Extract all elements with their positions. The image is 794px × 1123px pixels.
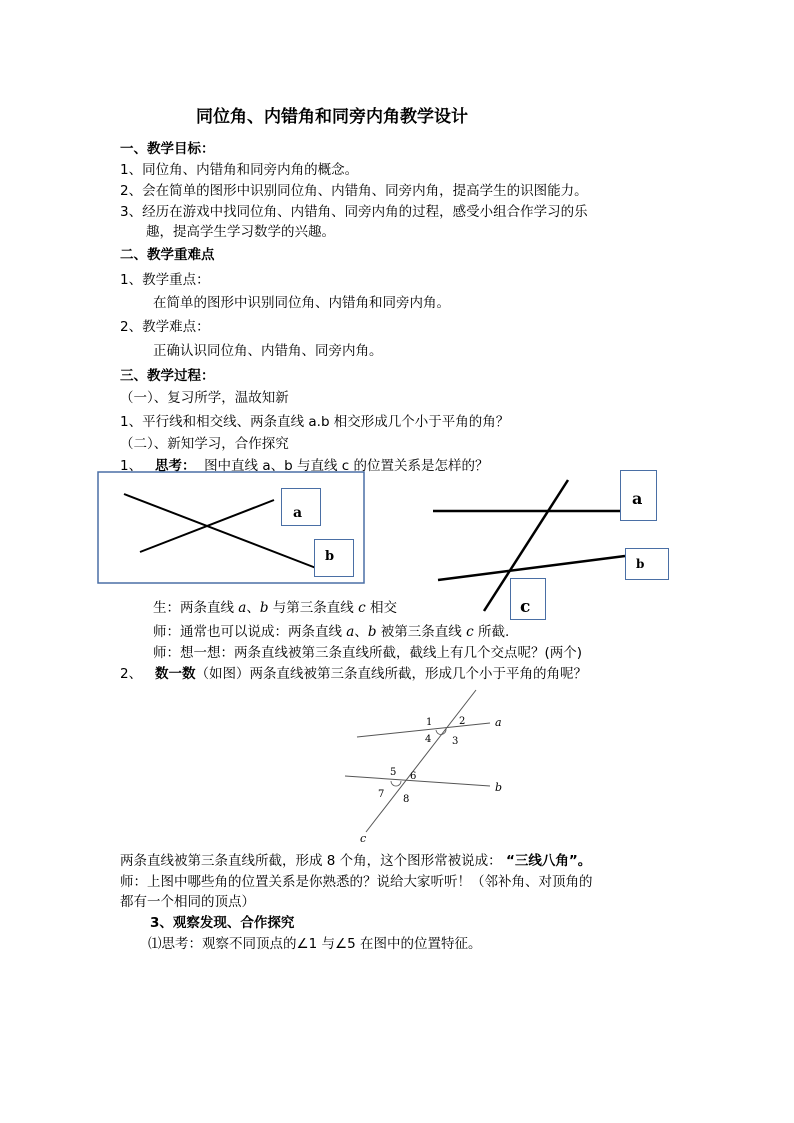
teacher-question-1: 师：上图中哪些角的位置关系是你熟悉的？说给大家听听！（邻补角、对顶角的 bbox=[120, 874, 593, 890]
figure3-line-b bbox=[345, 776, 490, 786]
figure3-angle-5: 5 bbox=[390, 767, 397, 778]
teacher-remark-1-mid: 被第三条直线 bbox=[376, 624, 467, 640]
count-text: （如图）两条直线被第三条直线所截，形成几个小于平角的角呢？ bbox=[195, 666, 587, 682]
figure2-box-c bbox=[510, 578, 546, 620]
figure2-label-a: a bbox=[632, 489, 643, 508]
teacher-remark-1-c: c bbox=[466, 624, 474, 640]
figure2-label-b: b bbox=[636, 557, 645, 571]
student-answer-post: 相交 bbox=[365, 600, 397, 616]
teacher-remark-1-a: a bbox=[346, 624, 355, 640]
figure2-line-b bbox=[438, 556, 625, 580]
figure1-box-b bbox=[314, 539, 354, 577]
key-point-text: 在简单的图形中识别同位角、内错角和同旁内角。 bbox=[153, 295, 450, 311]
section-heading-key-points: 二、教学重难点 bbox=[120, 247, 215, 263]
figure2-label-c: c bbox=[520, 597, 531, 617]
part-2-heading: （二）、新知学习，合作探究 bbox=[120, 436, 289, 452]
figure3-angle-3: 3 bbox=[452, 736, 459, 747]
figure2-box-a bbox=[620, 470, 657, 521]
figure3-angle-6: 6 bbox=[410, 771, 417, 782]
summary-quote: “三线八角”。 bbox=[505, 853, 592, 869]
teacher-remark-1-post: 所截. bbox=[473, 624, 510, 640]
part-1-heading: （一）、复习所学，温故知新 bbox=[120, 390, 289, 406]
figure3-angle-2: 2 bbox=[459, 716, 466, 727]
student-answer-c: c bbox=[358, 600, 366, 616]
count-line bbox=[120, 665, 587, 683]
part-3-heading: 3、观察发现、合作探究 bbox=[150, 915, 295, 931]
figure3-label-b: b bbox=[495, 781, 503, 794]
figure3-line-c bbox=[366, 690, 476, 832]
think-text: 图中直线 a、b 与直线 c 的位置关系是怎样的？ bbox=[204, 458, 489, 474]
teacher-question-2: 都有一个相同的顶点） bbox=[120, 894, 255, 910]
count-number: 2、 bbox=[120, 666, 143, 682]
figure1-box-a bbox=[281, 488, 321, 526]
think-label: 思考： bbox=[154, 458, 196, 474]
summary-line bbox=[120, 852, 591, 870]
figure3-angle-1: 1 bbox=[426, 717, 433, 728]
student-answer-a: a bbox=[238, 600, 247, 616]
section-heading-process: 三、教学过程： bbox=[120, 368, 215, 384]
figure1-label-a: a bbox=[293, 505, 303, 521]
page-title: 同位角、内错角和同旁内角教学设计 bbox=[196, 107, 468, 127]
teacher-remark-2: 师：想一想：两条直线被第三条直线所截，截线上有几个交点呢？(两个) bbox=[153, 645, 583, 661]
figure2-box-b bbox=[625, 548, 669, 580]
teacher-remark-1-sep: 、 bbox=[354, 624, 368, 640]
student-answer-mid: 与第三条直线 bbox=[268, 600, 359, 616]
figure3-angle-7: 7 bbox=[378, 789, 385, 800]
objective-2: 2、会在简单的图形中识别同位角、内错角、同旁内角，提高学生的识图能力。 bbox=[120, 183, 588, 199]
teacher-remark-1-b: b bbox=[367, 624, 377, 640]
objective-1: 1、同位角、内错角和同旁内角的概念。 bbox=[120, 162, 359, 178]
figure3-label-c: c bbox=[360, 832, 367, 845]
observation-prompt: ⑴思考：观察不同顶点的∠1 与∠5 在图中的位置特征。 bbox=[148, 936, 482, 952]
figure3-angle-8: 8 bbox=[403, 794, 410, 805]
review-question: 1、平行线和相交线、两条直线 a.b 相交形成几个小于平角的角？ bbox=[120, 414, 510, 430]
count-label: 数一数 bbox=[154, 666, 196, 682]
objective-3: 3、经历在游戏中找同位角、内错角、同旁内角的过程，感受小组合作学习的乐 bbox=[120, 204, 588, 220]
student-answer bbox=[153, 599, 397, 617]
student-answer-b: b bbox=[259, 600, 269, 616]
difficulty-text: 正确认识同位角、内错角、同旁内角。 bbox=[153, 343, 383, 359]
difficulty-label: 2、教学难点： bbox=[120, 319, 210, 335]
key-point-label: 1、教学重点： bbox=[120, 272, 210, 288]
figure3-line-a bbox=[357, 723, 490, 737]
figure3-angle-4: 4 bbox=[425, 734, 432, 745]
teacher-remark-1 bbox=[153, 623, 509, 641]
objective-3-cont: 趣，提高学生学习数学的兴趣。 bbox=[146, 224, 335, 240]
student-answer-sep: 、 bbox=[246, 600, 260, 616]
figure3-label-a: a bbox=[495, 716, 502, 729]
teacher-remark-1-pre: 师：通常也可以说成：两条直线 bbox=[153, 624, 347, 640]
section-heading-objectives: 一、教学目标： bbox=[120, 141, 215, 157]
summary-text: 两条直线被第三条直线所截，形成 8 个角，这个图形常被说成： bbox=[120, 853, 502, 869]
student-answer-pre: 生：两条直线 bbox=[153, 600, 239, 616]
think-number: 1、 bbox=[120, 458, 143, 474]
figure1-label-b: b bbox=[325, 549, 335, 564]
